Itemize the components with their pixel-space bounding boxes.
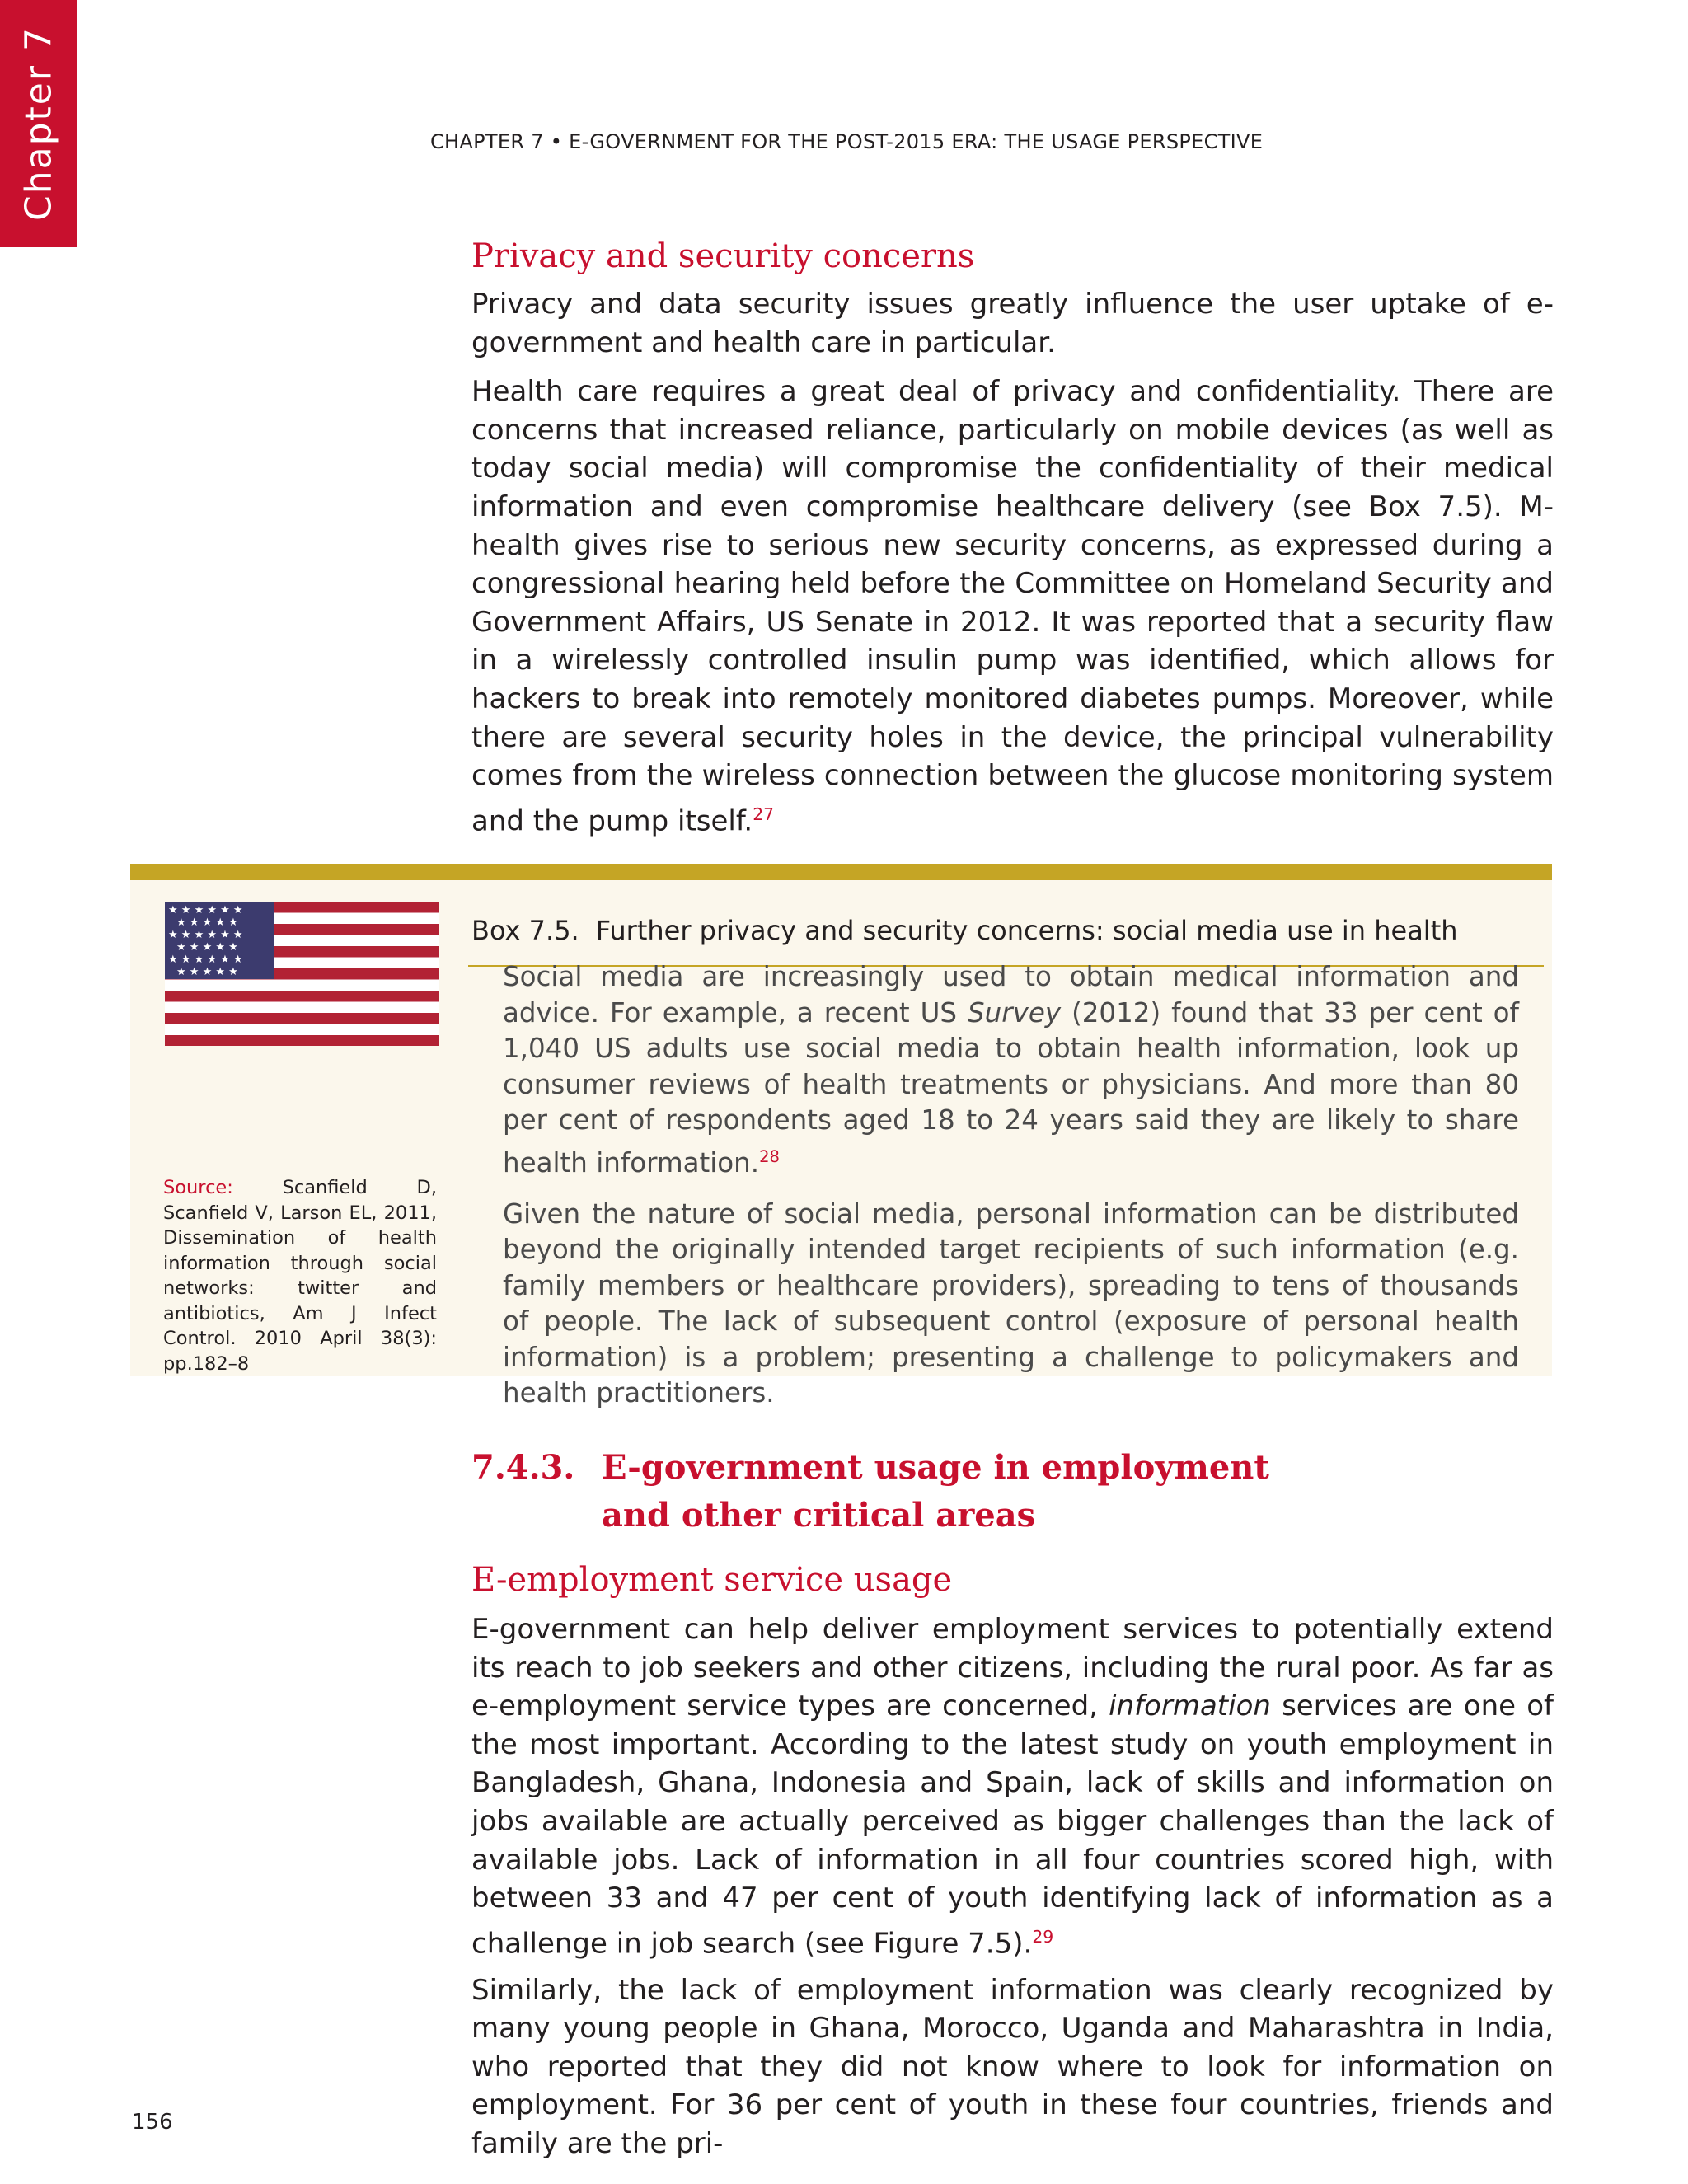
footnote-ref: 27 [753, 804, 775, 824]
source-label: Source: [163, 1177, 233, 1198]
chapter-tab-label: Chapter 7 [17, 26, 60, 221]
privacy-paragraph-2 [471, 373, 1554, 840]
box-paragraph-1 [503, 959, 1519, 1181]
employment-paragraph-2: Similarly, the lack of employment information was clearly recognized by many young people in Ghana, Morocco, Uganda and Maharashtra in India, who reported that they did not know where to look for information on employment. For 36 per cent of youth in these four countries, friends and family are the pri- [471, 1973, 1554, 2161]
box-paragraph-1-italic: Survey [968, 996, 1062, 1029]
employment-paragraph-1-a: E-government can help deliver employment services to potentially extend its reach to job seekers and other citizens, including the rural poor. As far as e-employment service types are concerned, [471, 1613, 1554, 1723]
section-heading-employment: E-employment service usage [471, 1561, 953, 1599]
running-header: CHAPTER 7 • E-GOVERNMENT FOR THE POST-2015 ERA: THE USAGE PERSPECTIVE [430, 130, 1264, 153]
svg-text:★ ★ ★ ★ ★: ★ ★ ★ ★ ★ [176, 941, 238, 954]
subsection-title-line2: and other critical areas [602, 1496, 1036, 1535]
page-number: 156 [132, 2110, 173, 2135]
footnote-ref: 28 [759, 1146, 780, 1166]
us-flag-icon [165, 902, 439, 1046]
privacy-section [471, 236, 1554, 841]
box-number: Box 7.5. [471, 915, 579, 946]
source-citation: Scanfield D, Scanfield V, Larson EL, 2011, Dissemination of health information through social networks: twitter and antibiotics, Am J Infect Control. 2010 April 38(3): pp.182–8 [163, 1177, 437, 1375]
box-paragraph-1-a: Social media are increasingly used to obtain medical information and advice. For example, a recent US [503, 961, 1519, 1029]
svg-text:★ ★ ★ ★ ★ ★: ★ ★ ★ ★ ★ ★ [168, 954, 243, 966]
box-body [503, 959, 1519, 1412]
footnote-ref: 29 [1032, 1926, 1054, 1947]
employment-section [471, 1559, 1554, 2163]
employment-paragraph-1 [471, 1610, 1554, 1963]
svg-text:★ ★ ★ ★ ★ ★: ★ ★ ★ ★ ★ ★ [168, 904, 243, 916]
employment-paragraph-1-b: services are one of the most important. According to the latest study on youth employment in Bangladesh, Ghana, Indonesia and Spain, lack of skills and information on jobs available are actually perceived as bigger challenges than the lack of available jobs. Lack of information in all four countries scored high, with between 33 and 47 per cent of youth identifying lack of information as a challenge in job search (see Figure 7.5). [471, 1690, 1554, 1961]
privacy-paragraph-2-text: Health care requires a great deal of privacy and confidentiality. There are concerns that increased reliance, particularly on mobile devices (as well as today social media) will compromise the confidentiality of their medical information and even compromise healthcare delivery (see Box 7.5). M-health gives rise to serious new security concerns, as expressed during a congressional hearing held before the Committee on Homeland Security and Government Affairs, US Senate in 2012. It was reported that a security flaw in a wirelessly controlled insulin pump was identified, which allows for hackers to break into remotely monitored diabetes pumps. Moreover, while there are several security holes in the device, the principal vulnerability comes from the wireless connection between the glucose monitoring system and the pump itself. [471, 375, 1554, 838]
svg-text:★ ★ ★ ★ ★: ★ ★ ★ ★ ★ [176, 916, 238, 929]
subsection-number: 7.4.3. [471, 1448, 575, 1487]
section-heading-privacy: Privacy and security concerns [471, 237, 975, 275]
svg-text:★ ★ ★ ★ ★: ★ ★ ★ ★ ★ [176, 966, 238, 978]
chapter-tab [0, 0, 77, 247]
svg-text:★ ★ ★ ★ ★ ★: ★ ★ ★ ★ ★ ★ [168, 929, 243, 941]
box-paragraph-2: Given the nature of social media, personal information can be distributed beyond the originally intended target recipients of such information (e.g. family members or healthcare providers), spreading to tens of thousands of people. The lack of subsequent control (exposure of personal health information) is a problem; presenting a challenge to policymakers and health practitioners. [503, 1197, 1519, 1409]
box-title-text: Further privacy and security concerns: social media use in health [595, 915, 1458, 946]
privacy-paragraph-1: Privacy and data security issues greatly influence the user uptake of e-government and health care in particular. [471, 288, 1554, 359]
box-title [471, 915, 1458, 946]
subsection-heading [471, 1444, 1269, 1540]
box-paragraph-1-b: (2012) found that 33 per cent of 1,040 US adults use social media to obtain health information, look up consumer reviews of health treatments or physicians. And more than 80 per cent of respondents aged 18 to 24 years said they are likely to share health information. [503, 996, 1519, 1179]
subsection-title-line1: E-government usage in employment [602, 1448, 1269, 1487]
box-source [163, 1175, 437, 1376]
employment-paragraph-1-italic: information [1109, 1690, 1271, 1723]
